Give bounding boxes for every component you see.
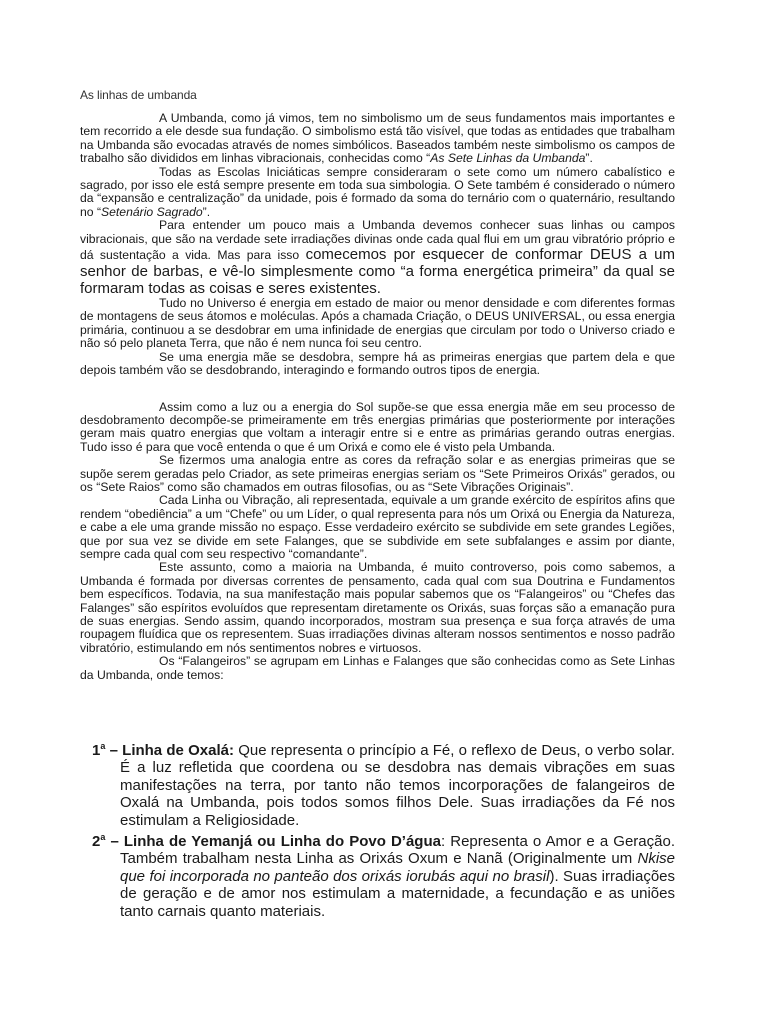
paragraph-8: Cada Linha ou Vibração, ali representada, equivale a um grande exército de espíritos afins que rendem “obediência” a um “Chefe” ou um Líder, o qual representa para nós um Orixá ou Energia da Natureza, e cabe a ele uma grande missão no espaço. Esse verdadeiro exército se subdivide em sete grandes Legiões, que por sua vez se divide em sete Falanges, que se subdivide em sete subfalanges e assim por diante, sempre cada qual com seu respectivo “comandante”. xyxy=(80,493,675,561)
list-number: 1$^a$ – xyxy=(92,741,123,759)
document-title: As linhas de umbanda xyxy=(80,88,197,102)
paragraph-2 xyxy=(80,166,675,220)
paragraph-5: Se uma energia mãe se desdobra, sempre há as primeiras energias que partem dela e que depois também vão se desdobrando, interagindo e formando outros tipos de energia. xyxy=(80,349,675,378)
paragraph-10: Os “Falangeiros” se agrupam em Linhas e Falanges que são conhecidas como as Sete Linhas da Umbanda, onde temos: xyxy=(80,654,675,682)
paragraph-4: Tudo no Universo é energia em estado de maior ou menor densidade e com diferentes formas de montagens de seus átomos e moléculas. Após a chamada Criação, o DEUS UNIVERSAL, ou essa energia primária, continuou a se desdobrar em uma infinidade de energias que circulam por todo o Universo criado e não só pelo planeta Terra, que não é nem nunca foi seu centro. xyxy=(80,296,675,351)
line-description: : Representa o Amor e a Geração. Também trabalham nesta Linha as Orixás Oxum e Nanã (Originalmente um xyxy=(120,833,675,868)
umbanda-lines-list xyxy=(92,738,675,920)
list-number: 2$^a$ – xyxy=(92,832,124,851)
paragraph-text: ”. xyxy=(202,204,211,219)
large-text-phrase: comecemos por esquecer de conformar DEUS a um senhor de barbas, e vê-lo simplesmente como “a forma energética primeira” da qual se formaram todas as coisas e seres existentes. xyxy=(80,246,676,298)
paragraph-9: Este assunto, como a maioria na Umbanda, é muito controverso, pois como sabemos, a Umbanda é formada por diversas correntes de pensamento, cada qual com sua Doutrina e Fundamentos bem específicos. Todavia, na sua manifestação mais popular sabemos que os “Falangeiros” ou “Chefes das Falanges” são espíritos evoluídos que representam diretamente os Orixás, suas forças são a emanação pura de suas energias. Sendo assim, quando incorporados, mostram sua presença e sua força através de uma roupagem fluídica que os representem. Suas irradiações divinas alteram nossos sentimentos e nosso padrão vibratório, estimulando em nós sentimentos nobres e virtuosos. xyxy=(80,560,675,655)
italic-phrase: Nkise que foi incorporada no panteão dos orixás iorubás aqui no brasil xyxy=(120,850,675,885)
paragraph-text: Para entender um pouco mais a Umbanda devemos conhecer suas linhas ou campos vibracionais, que são na verdade sete irradiações divinas onde cada qual flui em um grau vibratório próprio e dá sustentação a vida. Mas para isso xyxy=(80,218,675,263)
list-item xyxy=(92,829,676,920)
line-name: Linha de Yemanjá ou Linha do Povo D’água xyxy=(123,833,441,851)
paragraph-text: ”. xyxy=(585,151,593,166)
line-description: ). Suas irradiações de geração e de amor nos estimulam a maternidade, a fecundação e as uniões tanto carnais quanto materiais. xyxy=(120,867,676,920)
paragraph-3 xyxy=(80,219,675,297)
paragraph-7: Se fizermos uma analogia entre as cores da refração solar e as energias primeiras que se supõe serem geradas pelo Criador, as sete primeiras energias seriam os “Sete Primeiros Orixás” gerados, ou os “Sete Raios” como são chamados em outras filosofias, ou as “Sete Vibrações Originais”. xyxy=(80,453,675,494)
paragraph-1 xyxy=(80,112,675,166)
italic-phrase: Setenário Sagrado xyxy=(101,204,203,219)
line-name: Linha de Oxalá: xyxy=(122,742,234,759)
list-item xyxy=(92,738,675,829)
italic-phrase: As Sete Linhas da Umbanda xyxy=(430,151,586,166)
line-description: Que representa o princípio a Fé, o reflexo de Deus, o verbo solar. É a luz refletida que coordena ou se desdobra nas demais vibrações em suas manifestações na terra, por tanto não temos incorporações de falangeiros de Oxalá na Umbanda, pois todos somos filhos Dele. Suas irradiações da Fé nos estimulam a Religiosidade. xyxy=(120,742,675,829)
paragraph-text: Todas as Escolas Iniciáticas sempre consideraram o sete como um número cabalístico e sagrado, por isso ele está sempre presente em toda sua simbologia. O Sete também é considerado o número da “expansão e centralização” da unidade, pois é formado da soma do ternário com o quaternário, resultando no “ xyxy=(80,164,675,219)
paragraph-6: Assim como a luz ou a energia do Sol supõe-se que essa energia mãe em seu processo de desdobramento decompõe-se primeiramente em três energias primárias que posteriormente por interações geram mais quatro energias que voltam a interagir entre si e entre as primárias gerando outras energias. Tudo isso é para que você entenda o que é um Orixá e como ele é visto pela Umbanda. xyxy=(80,399,675,454)
paragraph-text: A Umbanda, como já vimos, tem no simbolismo um de seus fundamentos mais importantes e tem recorrido a ele desde sua fundação. O simbolismo está tão visível, que todas as entidades que trabalham na Umbanda são evocadas através de nomes simbólicos. Baseados também neste simbolismo os campos de trabalho são divididos em linhas vibracionais, conhecidas como “ xyxy=(80,111,675,166)
document-body xyxy=(80,112,675,682)
